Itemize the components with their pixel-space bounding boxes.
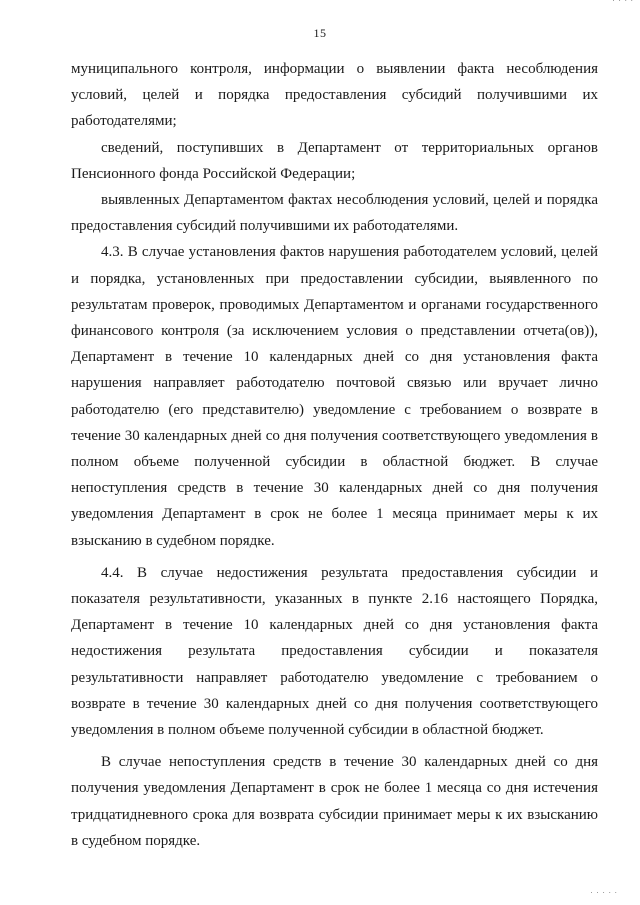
page-number: 15	[313, 26, 327, 40]
scan-artifact-bottom: · · · · ·	[590, 889, 618, 897]
paragraph-4-3: 4.3. В случае установления фактов нарушения работодателем условий, целей и порядка, установленных при предоставлении субсидии, выявленного по результатам проверок, проводимых Департаментом и органами государственного финансового контроля (за исключением условия о представлении отчета(ов)), Департамент в течение 10 календарных дней со дня установления факта нарушения направляет работодателю почтовой связью или вручает лично работодателю (его представителю) уведомление с требованием о возврате в течение 30 календарных дней со дня получения соответствующего уведомления в полном объеме полученной субсидии в областной бюджет. В случае непоступления средств в течение 30 календарных дней со дня получения уведомления Департамент в срок не более 1 месяца принимает меры к их взысканию в судебном порядке.	[71, 244, 598, 549]
paragraph-pension-fund: сведений, поступивших в Департамент от территориальных органов Пенсионного фонда Российской Федерации;	[71, 139, 598, 182]
paragraph-4-4: 4.4. В случае недостижения результата предоставления субсидии и показателя результативности, указанных в пункте 2.16 настоящего Порядка, Департамент в течение 10 календарных дней со дня установления факта недостижения результата предоставления субсидии и показателя результативности направляет работодателю уведомление с требованием о возврате в течение 30 календарных дней со дня получения соответствующего уведомления в полном объеме полученной субсидии в областной бюджет.	[71, 564, 598, 739]
paragraph-department-findings: выявленных Департаментом фактах несоблюдения условий, целей и порядка предоставления субсидий получившими их работодателями.	[71, 192, 598, 235]
scan-artifact-top: · · · ·	[612, 0, 634, 5]
paragraph-continuation: муниципального контроля, информации о выявлении факта несоблюдения условий, целей и порядка предоставления субсидий получившими их работодателями;	[71, 61, 598, 130]
paragraph-non-receipt: В случае непоступления средств в течение 30 календарных дней со дня получения уведомления Департамент в срок не более 1 месяца со дня истечения тридцатидневного срока для возврата субсидии принимает меры к их взысканию в судебном порядке.	[71, 754, 598, 849]
document-body	[71, 56, 598, 854]
